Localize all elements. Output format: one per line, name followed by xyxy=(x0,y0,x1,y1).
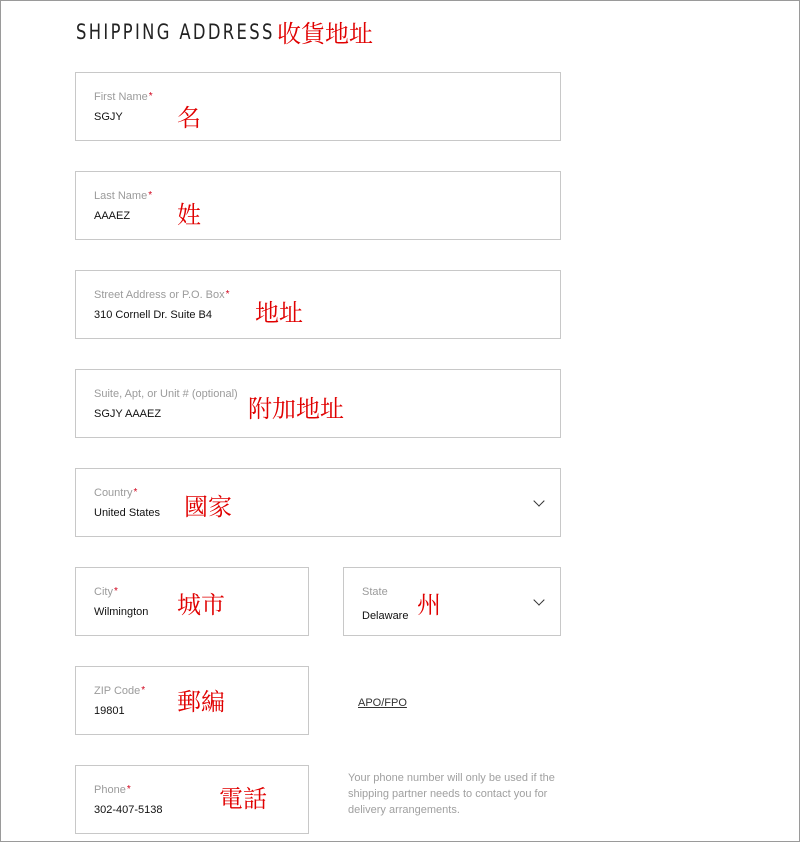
annotation-zip-code: 郵編 xyxy=(177,688,225,716)
state-value: Delaware xyxy=(362,610,409,622)
annotation-first-name: 名 xyxy=(177,104,201,132)
zip-code-input[interactable] xyxy=(94,705,154,717)
last-name-field[interactable] xyxy=(75,171,561,240)
annotation-shipping-address: 收貨地址 xyxy=(277,20,373,48)
zip-code-label: ZIP Code* xyxy=(94,685,146,697)
country-label: Country* xyxy=(94,487,138,499)
street-address-field[interactable] xyxy=(75,270,561,339)
section-title: SHIPPING ADDRESS xyxy=(76,20,275,44)
annotation-country: 國家 xyxy=(184,493,232,521)
phone-input[interactable] xyxy=(94,804,194,816)
last-name-label: Last Name* xyxy=(94,190,153,202)
phone-help-text: Your phone number will only be used if the shipping partner needs to contact you for delivery arrangements. xyxy=(348,772,555,816)
state-label: State xyxy=(362,586,388,598)
first-name-input[interactable] xyxy=(94,111,394,123)
apo-fpo-link[interactable]: APO/FPO xyxy=(358,697,407,709)
annotation-street-address: 地址 xyxy=(255,299,303,327)
street-address-label: Street Address or P.O. Box* xyxy=(94,289,230,301)
chevron-down-icon[interactable] xyxy=(533,594,544,605)
country-value: United States xyxy=(94,507,161,519)
annotation-state: 州 xyxy=(417,591,441,619)
street-address-input[interactable] xyxy=(94,309,394,321)
annotation-phone: 電話 xyxy=(219,785,267,813)
phone-field[interactable] xyxy=(75,765,309,834)
state-select[interactable] xyxy=(343,567,561,636)
first-name-label: First Name* xyxy=(94,91,153,103)
annotation-last-name: 姓 xyxy=(177,201,201,229)
phone-label: Phone* xyxy=(94,784,131,796)
annotation-city: 城市 xyxy=(177,591,225,619)
city-input[interactable] xyxy=(94,606,174,618)
suite-label: Suite, Apt, or Unit # (optional) xyxy=(94,388,238,400)
suite-input[interactable] xyxy=(94,408,394,420)
annotation-suite: 附加地址 xyxy=(248,395,344,423)
first-name-field[interactable] xyxy=(75,72,561,141)
country-select[interactable] xyxy=(75,468,561,537)
chevron-down-icon[interactable] xyxy=(533,495,544,506)
last-name-input[interactable] xyxy=(94,210,394,222)
city-label: City* xyxy=(94,586,118,598)
